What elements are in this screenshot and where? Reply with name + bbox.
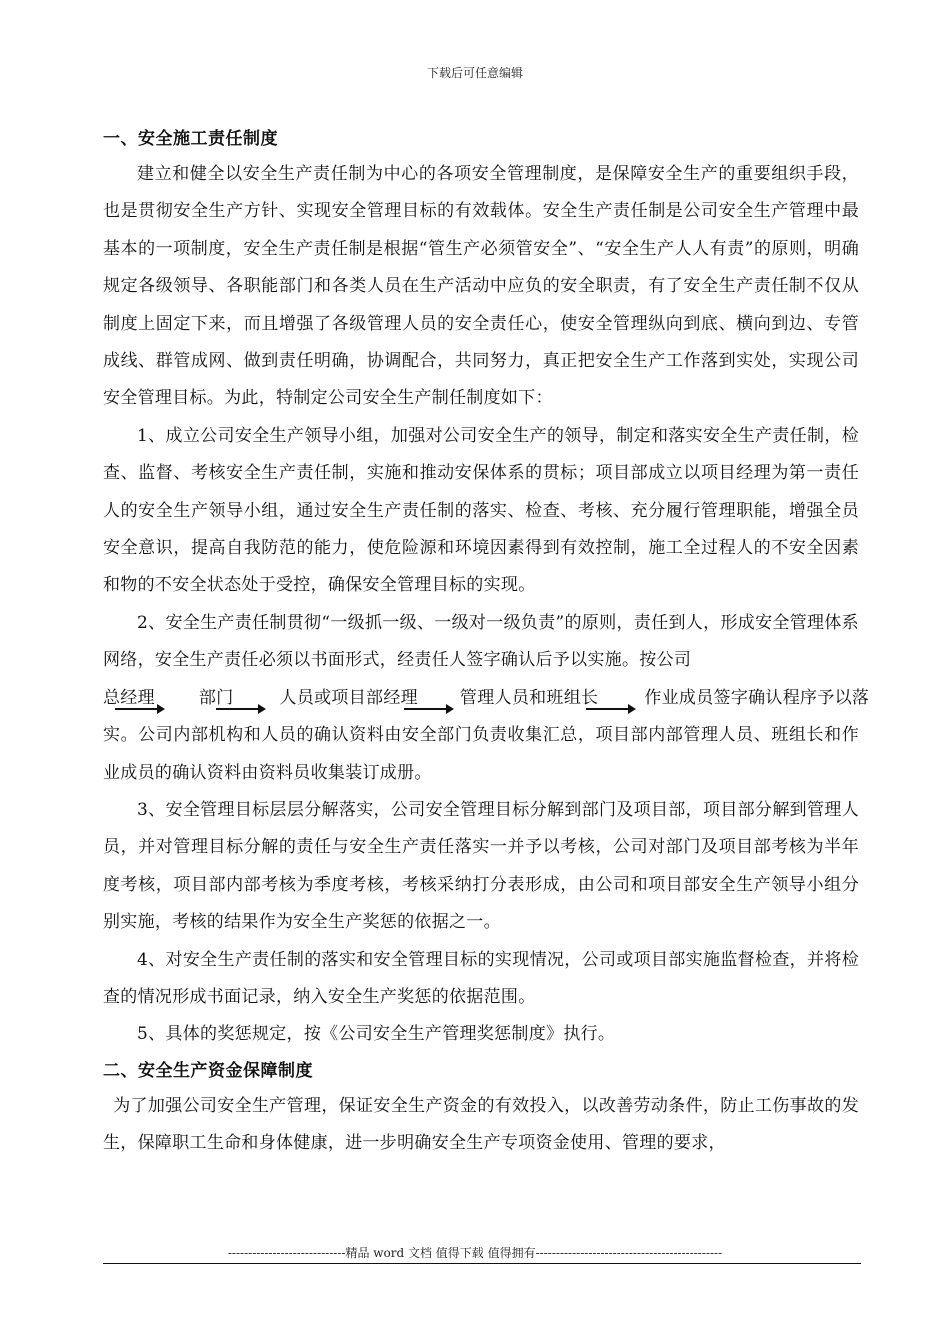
arrow-icon (626, 698, 666, 699)
header-note: 下载后可任意编辑 (426, 66, 523, 80)
section-1-item-5: 5、具体的奖惩规定，按《公司安全生产管理奖惩制度》执行。 (137, 1024, 616, 1045)
arrow-icon (155, 698, 195, 699)
responsibility-flow (103, 680, 870, 717)
flow-step-general-manager: 总经理 (103, 687, 155, 708)
flow-step-department: 部门 (198, 687, 234, 708)
flow-step-operators: 作业成员签字确认程序予以落 (644, 687, 870, 708)
document-body (103, 122, 870, 1163)
section-1-item-2-lead: 2、安全生产责任制贯彻“一级抓一级、一级对一级负责”的原则，责任到人，形成安全管理体系网络，安全生产责任必须以书面形式，经责任人签字确认后予以实施。按公司 (103, 612, 859, 671)
flow-step-management-staff: 管理人员和班组长 (459, 687, 599, 708)
section-2-title: 二、安全生产资金保障制度 (103, 1060, 313, 1081)
section-1-intro: 建立和健全以安全生产责任制为中心的各项安全管理制度，是保障安全生产的重要组织手段，也是贯彻安全生产方针、实现安全管理目标的有效载体。安全生产责任制是公司安全生产管理中最基本的一项制度，安全生产责任制是根据“管生产必须管安全”、“安全生产人人有责”的原则，明确规定各级领导、各职能部门和各类人员在生产活动中应负的安全职责，有了安全生产责任制不仅从制度上固定下来，而且增强了各级管理人员的安全责任心，使安全管理纵向到底、横向到边、专管成线、群管成网、做到责任明确，协调配合，共同努力，真正把安全生产工作落到实处，实现公司安全管理目标。为此，特制定公司安全生产制任制度如下： (103, 164, 859, 409)
section-1-item-2-tail: 实。公司内部机构和人员的确认资料由安全部门负责收集汇总，项目部内部管理人员、班组长和作业成员的确认资料由资料员收集装订成册。 (103, 725, 859, 783)
section-1-item-4: 4、对安全生产责任制的落实和安全管理目标的实现情况，公司或项目部实施监督检查，并将检查的情况形成书面记录，纳入安全生产奖惩的依据范围。 (103, 949, 859, 1007)
footer-divider (103, 1263, 861, 1264)
section-1-title: 一、安全施工责任制度 (103, 129, 278, 149)
arrow-icon (256, 698, 296, 699)
arrow-icon (444, 698, 484, 699)
section-1-item-3: 3、安全管理目标层层分解落实，公司安全管理目标分解到部门及项目部，项目部分解到管理人员，并对管理目标分解的责任与安全生产责任落实一并予以考核，公司对部门及项目部考核为半年度考核，项目部内部考核为季度考核，考核采纳打分表形成，由公司和项目部安全生产领导小组分别实施，考核的结果作为安全生产奖惩的依据之一。 (103, 799, 859, 933)
section-2-intro: 为了加强公司安全生产管理，保证安全生产资金的有效投入，以改善劳动条件，防止工伤事故的发生，保障职工生命和身体健康，进一步明确安全生产专项资金使用、管理的要求， (103, 1095, 859, 1154)
flow-step-project-manager: 人员或项目部经理 (279, 687, 418, 708)
section-1-item-1: 1、成立公司安全生产领导小组，加强对公司安全生产的领导，制定和落实安全生产责任制，检查、监督、考核安全生产责任制，实施和推动安保体系的贯标；项目部成立以项目经理为第一责任人的安全生产领导小组，通过安全生产责任制的落实、检查、考核、充分履行管理职能，增强全员安全意识，提高自我防范的能力，使危险源和环境因素得到有效控制，施工全过程人的不安全因素和物的不安全状态处于受控，确保安全管理目标的实现。 (103, 425, 859, 596)
footer-note: -----------------------------精品 word 文档 值得下载 值得拥有---------------------------------------------- (227, 1246, 723, 1260)
